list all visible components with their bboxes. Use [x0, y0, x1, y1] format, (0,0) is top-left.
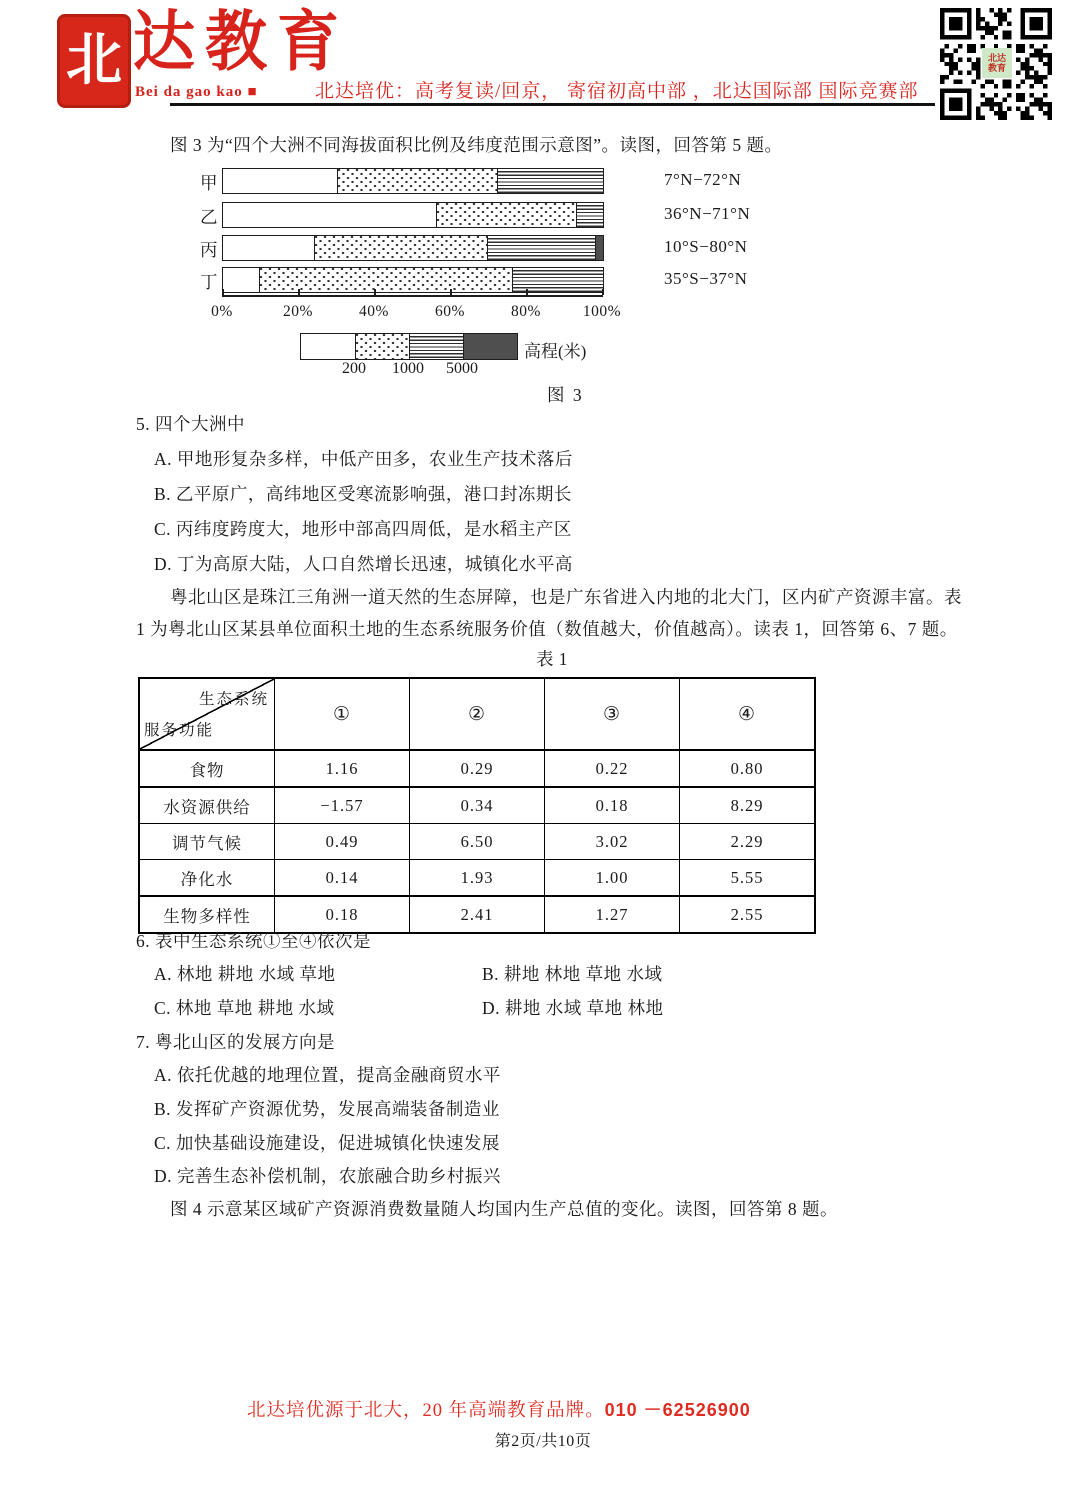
question-7-option-a: A. 依托优越的地理位置，提高金融商贸水平 — [154, 1065, 501, 1085]
table1-value-cell: 0.22 — [545, 750, 680, 787]
passage-line-2: 1 为粤北山区某县单位面积土地的生态系统服务价值（数值越大，价值越高）。读表 1，回答第 6、7 题。 — [136, 619, 958, 639]
qr-center-text: 教育 — [987, 63, 1006, 73]
figure3-caption: 图 3 — [547, 385, 584, 405]
question-5-option-a: A. 甲地形复杂多样，中低产田多，农业生产技术落后 — [154, 449, 573, 469]
axis-tick-label: 80% — [511, 303, 541, 320]
table1-value-cell: 8.29 — [680, 787, 816, 824]
table1-corner-bottom: 服务功能 — [144, 722, 215, 739]
footer-slogan — [247, 1396, 751, 1422]
table1-value-cell: 0.18 — [275, 896, 410, 933]
axis-tick-label: 60% — [435, 303, 465, 320]
axis-tick — [222, 289, 224, 295]
axis-tick — [374, 289, 376, 295]
legend-swatch-dark — [463, 334, 517, 359]
table1-value-cell: 0.29 — [410, 750, 545, 787]
table1-value-cell: 0.34 — [410, 787, 545, 824]
question-6-option-a: A. 林地 耕地 水域 草地 — [154, 964, 336, 984]
footer-phone: 010 －62526900 — [604, 1400, 751, 1420]
legend-boundary-label: 5000 — [446, 360, 478, 377]
table1-row-label: 净化水 — [139, 860, 275, 897]
passage-line-1: 粤北山区是珠江三角洲一道天然的生态屏障，也是广东省进入内地的北大门，区内矿产资源丰富。表 — [170, 587, 962, 607]
table1-column-header: ④ — [680, 678, 816, 750]
question-7-option-d: D. 完善生态补偿机制，农旅融合助乡村振兴 — [154, 1166, 501, 1186]
table1-value-cell: 3.02 — [545, 824, 680, 860]
question-6-stem: 6. 表中生态系统①至④依次是 — [136, 931, 371, 951]
table-row — [139, 860, 815, 897]
bar-segment-hlines — [576, 203, 603, 227]
seal-character: 北 — [66, 30, 122, 92]
legend-swatch-white — [301, 334, 355, 359]
header-divider — [170, 103, 935, 106]
elevation-stacked-bar — [222, 202, 604, 228]
question-5-stem: 5. 四个大洲中 — [136, 414, 245, 434]
elevation-stacked-bar — [222, 267, 604, 293]
figure3-chart — [200, 160, 840, 410]
bar-segment-hlines — [497, 169, 603, 193]
legend-swatch-hlines — [409, 334, 463, 359]
bar-segment-dots — [337, 169, 497, 193]
table1-value-cell: −1.57 — [275, 787, 410, 824]
table1 — [138, 677, 816, 934]
continent-label: 乙 — [200, 207, 218, 227]
axis-tick-label: 20% — [283, 303, 313, 320]
question-5-option-c: C. 丙纬度跨度大，地形中部高四周低，是水稻主产区 — [154, 519, 572, 539]
table1-row-label: 水资源供给 — [139, 787, 275, 824]
legend-boundary-label: 200 — [342, 360, 366, 377]
elevation-legend — [300, 333, 518, 360]
table1-value-cell: 2.29 — [680, 824, 816, 860]
axis-tick-label: 100% — [582, 303, 622, 320]
table1-value-cell: 1.16 — [275, 750, 410, 787]
table1-value-cell: 5.55 — [680, 860, 816, 897]
table-row — [139, 787, 815, 824]
question-7-option-b: B. 发挥矿产资源优势，发展高端装备制造业 — [154, 1099, 500, 1119]
table-row — [139, 824, 815, 860]
qr-center-text: 北达 — [987, 53, 1006, 63]
question-6-option-d: D. 耕地 水域 草地 林地 — [482, 998, 664, 1018]
axis-tick — [526, 289, 528, 295]
bar-segment-dots — [436, 203, 577, 227]
table1-value-cell: 0.49 — [275, 824, 410, 860]
axis-tick — [450, 289, 452, 295]
table1-value-cell: 2.41 — [410, 896, 545, 933]
table1-value-cell: 1.27 — [545, 896, 680, 933]
continent-label: 丁 — [200, 272, 218, 292]
bar-segment-dots — [259, 268, 512, 292]
question-5-option-d: D. 丁为高原大陆，人口自然增长迅速，城镇化水平高 — [154, 554, 573, 574]
bar-segment-dark — [595, 236, 603, 260]
table1-row-label: 食物 — [139, 750, 275, 787]
table1-value-cell: 0.14 — [275, 860, 410, 897]
continent-label: 丙 — [200, 240, 218, 260]
figure3-intro-text: 图 3 为“四个大洲不同海拔面积比例及纬度范围示意图”。读图，回答第 5 题。 — [170, 135, 783, 155]
legend-boundary-label: 1000 — [392, 360, 424, 377]
qr-code — [940, 8, 1052, 120]
question-7-stem: 7. 粤北山区的发展方向是 — [136, 1032, 335, 1052]
brand-name: 达教育 — [133, 7, 350, 79]
table1-value-cell: 2.55 — [680, 896, 816, 933]
axis-tick-label: 0% — [211, 303, 233, 320]
table1-value-cell: 1.93 — [410, 860, 545, 897]
axis-tick-label: 40% — [359, 303, 389, 320]
table1-value-cell: 1.00 — [545, 860, 680, 897]
latitude-range-label: 35°S−37°N — [664, 269, 748, 288]
footer-slogan-text: 北达培优源于北大，20 年高端教育品牌。 — [247, 1401, 605, 1421]
question-6-option-b: B. 耕地 林地 草地 水域 — [482, 964, 663, 984]
elevation-stacked-bar — [222, 168, 604, 194]
bar-segment-dots — [314, 236, 487, 260]
latitude-range-label: 7°N−72°N — [664, 170, 742, 189]
qr-center-logo — [982, 48, 1012, 78]
brand-seal-logo — [57, 14, 131, 108]
header-slogan: 北达培优：高考复读/回京， 寄宿初高中部 ，北达国际部 国际竞赛部 — [315, 81, 919, 102]
bar-segment-white — [223, 203, 436, 227]
table1-value-cell: 0.80 — [680, 750, 816, 787]
axis-tick — [298, 289, 300, 295]
axis-tick — [602, 289, 604, 295]
bar-segment-white — [223, 169, 337, 193]
elevation-stacked-bar — [222, 235, 604, 261]
question-7-option-c: C. 加快基础设施建设，促进城镇化快速发展 — [154, 1133, 500, 1153]
table1-row-label: 生物多样性 — [139, 896, 275, 933]
question-6-option-c: C. 林地 草地 耕地 水域 — [154, 998, 335, 1018]
x-axis — [222, 295, 603, 297]
table1-column-header: ② — [410, 678, 545, 750]
table1-corner-top: 生态系统 — [198, 691, 269, 708]
bar-segment-hlines — [487, 236, 595, 260]
bar-segment-white — [223, 236, 314, 260]
page-number: 第2页/共10页 — [494, 1433, 592, 1450]
table1-value-cell: 6.50 — [410, 824, 545, 860]
brand-subtitle: Bei da gao kao ■ — [135, 84, 258, 100]
figure4-intro-text: 图 4 示意某区域矿产资源消费数量随人均国内生产总值的变化。读图，回答第 8 题。 — [170, 1199, 838, 1219]
table1-caption: 表 1 — [535, 649, 569, 669]
table1-column-header: ③ — [545, 678, 680, 750]
latitude-range-label: 10°S−80°N — [664, 237, 748, 256]
table1-value-cell: 0.18 — [545, 787, 680, 824]
table1-column-header: ① — [275, 678, 410, 750]
bar-segment-white — [223, 268, 259, 292]
table-row — [139, 750, 815, 787]
latitude-range-label: 36°N−71°N — [664, 204, 751, 223]
table1-row-label: 调节气候 — [139, 824, 275, 860]
legend-swatch-dots — [355, 334, 409, 359]
continent-label: 甲 — [200, 173, 218, 193]
table1-corner-cell — [139, 678, 275, 750]
legend-unit-label: 高程(米) — [524, 342, 587, 361]
question-5-option-b: B. 乙平原广，高纬地区受寒流影响强，港口封冻期长 — [154, 484, 572, 504]
